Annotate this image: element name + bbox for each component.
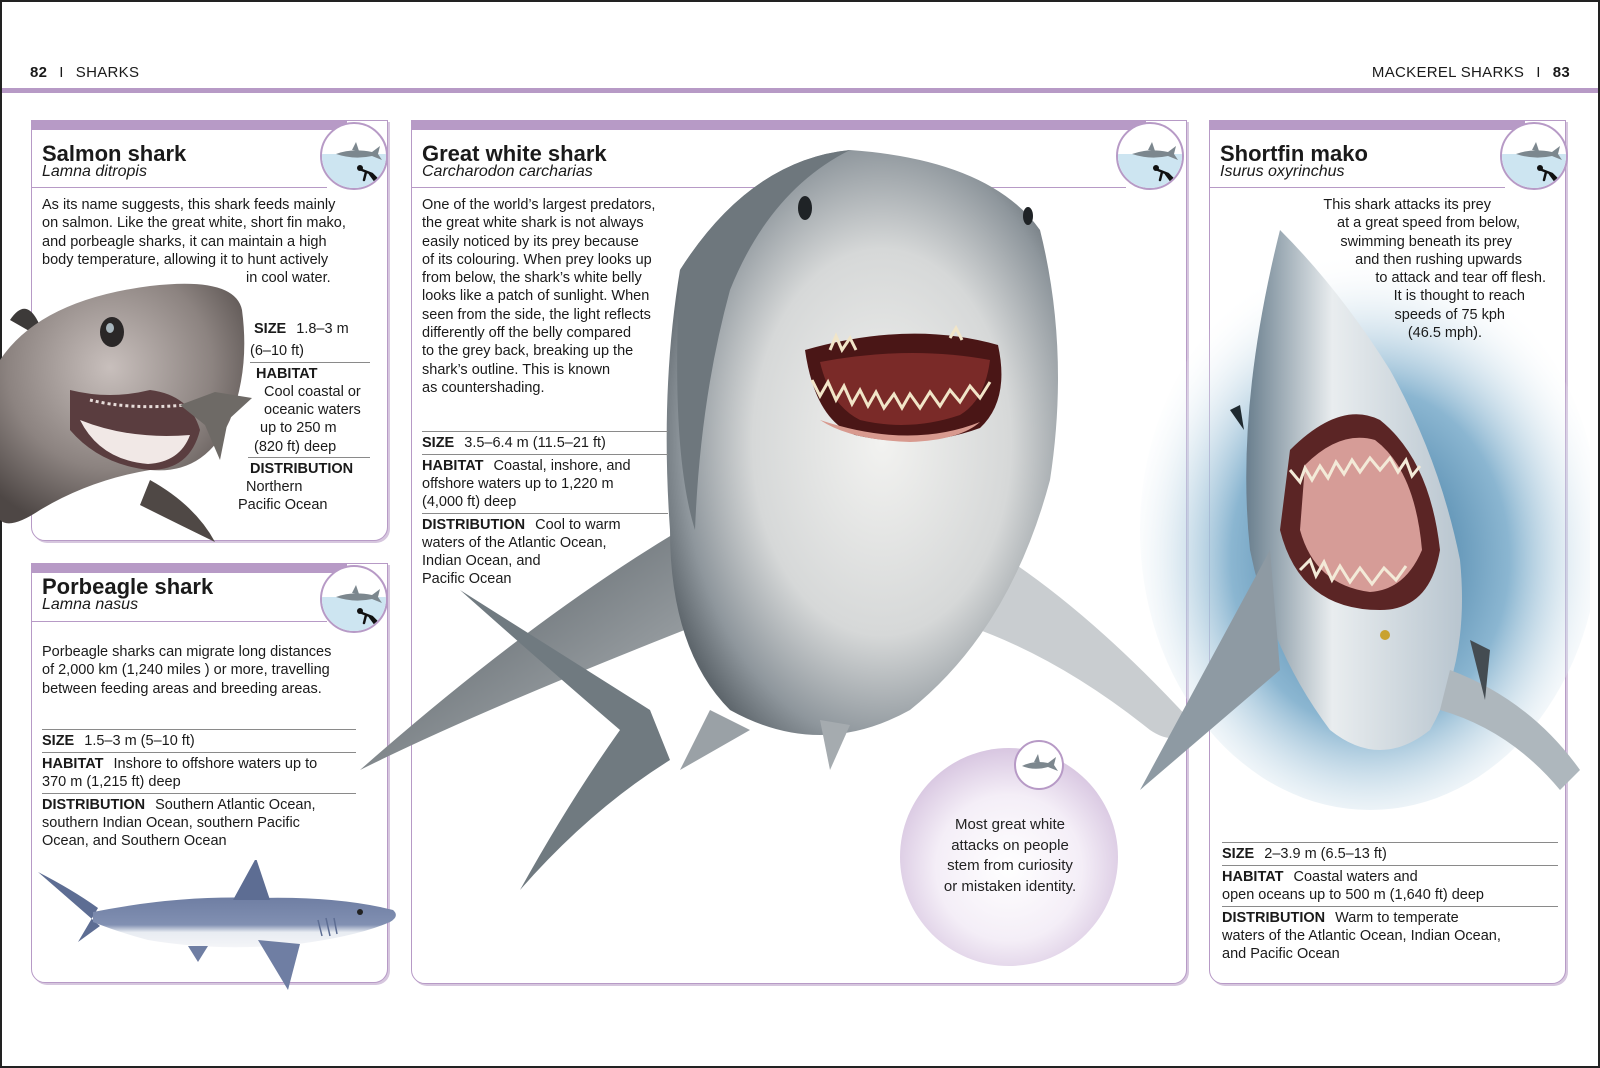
text-line: of its colouring. When prey looks up (422, 251, 652, 268)
text-line: as countershading. (422, 379, 545, 396)
text-line: One of the world’s largest predators, (422, 197, 656, 213)
header-rule (2, 88, 1598, 93)
text-line: swimming beneath its prey (1340, 233, 1512, 250)
great-white-description (422, 196, 692, 397)
salmon-description (42, 196, 382, 287)
distribution-value: Cool to warm (535, 517, 621, 533)
distribution-label: DISTRIBUTION (422, 517, 526, 533)
fact-rule (422, 513, 668, 514)
habitat-label: HABITAT (422, 458, 484, 474)
callout-line: Most great white (954, 816, 1066, 833)
right-section-title: MACKEREL SHARKS (1371, 64, 1525, 81)
header-left (30, 64, 139, 81)
text-line: at a great speed from below, (1337, 215, 1520, 232)
size-label: SIZE (42, 733, 75, 749)
text-line: on salmon. Like the great white, short fin mako, (42, 215, 346, 232)
text-line: speeds of 75 kph (1394, 306, 1505, 323)
text-line: easily noticed by its prey because (422, 233, 639, 250)
panel-top-bar (31, 563, 347, 573)
habitat-value: Inshore to offshore waters up to (113, 756, 318, 772)
fact-rule (1222, 906, 1558, 907)
shark-icon (1014, 740, 1064, 790)
distribution-value: Warm to temperate (1335, 910, 1459, 926)
text-line: from below, the shark’s white belly (422, 270, 642, 287)
fact-rule (422, 454, 668, 455)
species-name: Great white shark (422, 141, 607, 166)
scientific-name: Lamna ditropis (42, 163, 147, 180)
panel-top-bar (31, 120, 347, 130)
text-line: It is thought to reach (1393, 288, 1525, 305)
salmon-shark-image (0, 280, 260, 550)
text-line: differently off the belly compared (422, 325, 632, 342)
distribution-line: waters of the Atlantic Ocean, Indian Ocean, (1222, 928, 1501, 944)
size-value: 1.8–3 m (296, 321, 349, 337)
size-row (254, 320, 349, 338)
distribution-label: DISTRIBUTION (1222, 910, 1326, 926)
species-name: Shortfin mako (1220, 141, 1368, 166)
distribution-label (250, 460, 359, 478)
distribution-line: Ocean, and Southern Ocean (42, 833, 227, 849)
text-line: body temperature, allowing it to hunt actively (42, 251, 329, 268)
distribution-line: waters of the Atlantic Ocean, (422, 535, 607, 551)
distribution-row (422, 516, 621, 534)
fact-rule (1222, 865, 1558, 866)
habitat-label (256, 365, 323, 383)
text-line: Porbeagle sharks can migrate long distances (42, 644, 332, 660)
callout-line: attacks on people (951, 836, 1069, 854)
habitat-line: (820 ft) deep (254, 439, 337, 455)
text-line: shark’s outline. This is known (422, 361, 611, 378)
habitat-value: Coastal waters and (1293, 869, 1418, 885)
distribution-line: Pacific Ocean (422, 571, 512, 587)
habitat-line: 370 m (1,215 ft) deep (42, 774, 181, 790)
callout-line: or mistaken identity. (943, 877, 1077, 895)
scientific-name: Isurus oxyrinchus (1220, 163, 1345, 180)
fact-rule (42, 752, 356, 753)
fact-rule (422, 431, 668, 432)
text-line: seen from the side, the light reflects (422, 306, 651, 323)
title-rule (1210, 187, 1505, 188)
distribution-row (1222, 909, 1459, 927)
size-row (422, 434, 606, 452)
text-line: and then rushing upwards (1355, 251, 1522, 268)
size-value: 1.5–3 m (5–10 ft) (84, 733, 195, 749)
distribution-line: Pacific Ocean (238, 497, 328, 513)
size-value: 3.5–6.4 m (11.5–21 ft) (464, 435, 606, 451)
habitat-value: Coastal, inshore, and (493, 458, 631, 474)
distribution-line: southern Indian Ocean, southern Pacific (42, 815, 300, 831)
habitat-line: oceanic waters (264, 402, 361, 418)
header-separator: I (59, 64, 64, 81)
text-line: to attack and tear off flesh. (1375, 270, 1546, 287)
distribution-line: Northern (246, 479, 303, 495)
fact-rule (42, 793, 356, 794)
size-row-cont: (6–10 ft) (250, 343, 304, 359)
scientific-name: Carcharodon carcharias (422, 163, 593, 180)
text-line: (46.5 mph). (1407, 325, 1482, 342)
text-line: the great white shark is not always (422, 215, 644, 232)
distribution-value: Southern Atlantic Ocean, (155, 797, 316, 813)
size-row (42, 732, 195, 750)
panel-top-bar (411, 120, 1146, 130)
distribution-line: and Pacific Ocean (1222, 946, 1340, 962)
size-label: SIZE (422, 435, 455, 451)
habitat-line: Cool coastal or (264, 384, 361, 400)
habitat-row (42, 755, 317, 773)
distribution-label: DISTRIBUTION (42, 797, 146, 813)
shark-diver-icon (1500, 122, 1568, 190)
size-value: 2–3.9 m (6.5–13 ft) (1264, 846, 1387, 862)
habitat-label-text: HABITAT (256, 366, 318, 382)
text-line: and porbeagle sharks, it can maintain a high (42, 233, 327, 250)
title-rule (32, 621, 327, 622)
mako-description (1212, 196, 1562, 342)
habitat-line: up to 250 m (260, 420, 337, 436)
species-name: Salmon shark (42, 141, 187, 166)
fact-rule (42, 729, 356, 730)
callout-text (940, 815, 1080, 897)
right-page-number: 83 (1552, 64, 1570, 81)
habitat-line: open oceans up to 500 m (1,640 ft) deep (1222, 887, 1484, 903)
size-label: SIZE (254, 321, 287, 337)
text-line: This shark attacks its prey (1323, 197, 1491, 213)
size-row (1222, 845, 1387, 863)
distribution-label-text: DISTRIBUTION (250, 461, 354, 477)
title-rule (32, 187, 327, 188)
distribution-line: Indian Ocean, and (422, 553, 541, 569)
size-label: SIZE (1222, 846, 1255, 862)
text-line: As its name suggests, this shark feeds mainly (42, 197, 336, 213)
distribution-row (42, 796, 316, 814)
panel-top-bar (1209, 120, 1525, 130)
text-line: between feeding areas and breeding areas. (42, 680, 322, 697)
habitat-line: offshore waters up to 1,220 m (422, 476, 614, 492)
running-header (0, 62, 1600, 84)
habitat-row (422, 457, 631, 475)
habitat-line: (4,000 ft) deep (422, 494, 517, 510)
text-line: to the grey back, breaking up the (422, 343, 634, 360)
habitat-label: HABITAT (42, 756, 104, 772)
text-line: of 2,000 km (1,240 miles ) or more, travelling (42, 662, 330, 679)
fact-rule (1222, 842, 1558, 843)
header-separator: I (1536, 64, 1541, 81)
porbeagle-description (42, 643, 382, 698)
text-line: looks like a patch of sunlight. When (422, 288, 650, 305)
habitat-row (1222, 868, 1418, 886)
habitat-label: HABITAT (1222, 869, 1284, 885)
scientific-name: Lamna nasus (42, 596, 139, 613)
left-section-title: SHARKS (75, 64, 140, 81)
left-page-number: 82 (30, 64, 48, 81)
callout-line: stem from curiosity (947, 857, 1073, 874)
species-name: Porbeagle shark (42, 574, 214, 599)
header-right (1372, 64, 1570, 81)
text-line: in cool water. (246, 270, 331, 287)
